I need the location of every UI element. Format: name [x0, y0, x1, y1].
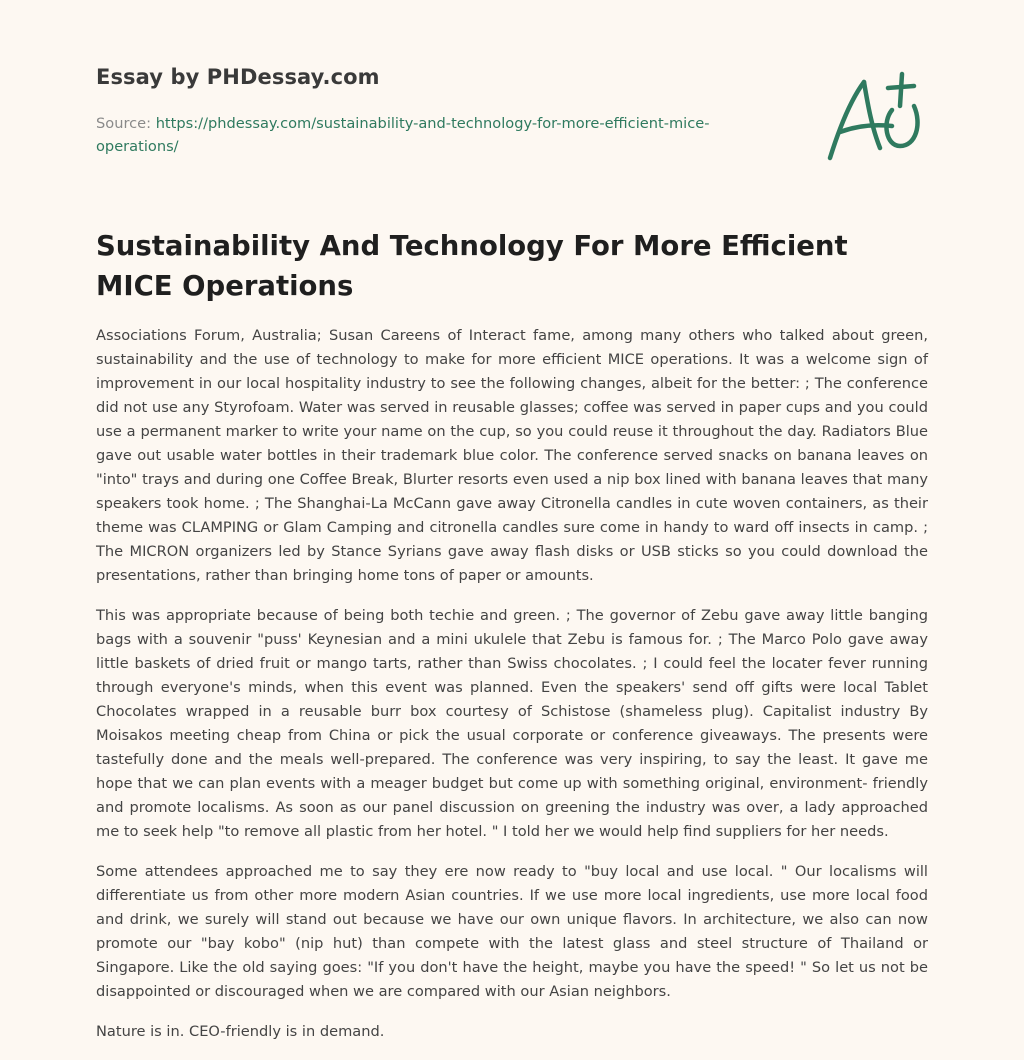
essay-body: [96, 324, 928, 1060]
source-label: Source:: [96, 115, 156, 132]
essay-title: Sustainability And Technology For More Efficient MICE Operations: [96, 230, 848, 302]
source-line: [96, 112, 736, 158]
source-link[interactable]: https://phdessay.com/sustainability-and-technology-for-more-efficient-mice-operations/: [96, 115, 710, 155]
essay-paragraph: Nature is in. CEO-friendly is in demand.: [96, 1023, 385, 1040]
essay-paragraph: This was appropriate because of being both techie and green. ; The governor of Zebu gave away little banging bags with a souvenir "puss' Keynesian and a mini ukulele that Zebu is famous for. ; The Marco Polo gave away little baskets of dried fruit or mango tarts, rather than Swiss chocolates. ; I could feel the locater fever running through everyone's minds, when this event was planned. Even the speakers' send off gifts were local Tablet Chocolates wrapped in a reusable burr box courtesy of Schistose (shameless plug). Capitalist industry By Moisakos meeting cheap from China or pick the usual corporate or conference giveaways. The presents were tastefully done and the meals well-prepared. The conference was very inspiring, to say the least. It gave me hope that we can plan events with a meager budget but come up with something original, environment- friendly and promote localisms. As soon as our panel discussion on greening the industry was over, a lady approached me to seek help "to remove all plastic from her hotel. " I told her we would help find suppliers for her needs.: [96, 607, 928, 840]
site-title: Essay by PHDessay.com: [96, 65, 380, 89]
essay-paragraph: Some attendees approached me to say they ere now ready to "buy local and use local. " Our localisms will differentiate us from other more modern Asian countries. If we use more local ingredients, use more local food and drink, we surely will stand out because we have our own unique flavors. In architecture, we also can now promote our "bay kobo" (nip hut) than compete with the latest glass and steel structure of Thailand or Singapore. Like the old saying goes: "If you don't have the height, maybe you have the speed! " So let us not be disappointed or discouraged when we are compared with our Asian neighbors.: [96, 863, 928, 1000]
a-plus-grade-icon: [826, 66, 926, 166]
essay-paragraph: Associations Forum, Australia; Susan Careens of Interact fame, among many others who talked about green, sustainability and the use of technology to make for more efficient MICE operations. It was a welcome sign of improvement in our local hospitality industry to see the following changes, albeit for the better: ; The conference did not use any Styrofoam. Water was served in reusable glasses; coffee was served in paper cups and you could use a permanent marker to write your name on the cup, so you could reuse it throughout the day. Radiators Blue gave out usable water bottles in their trademark blue color. The conference served snacks on banana leaves on "into" trays and during one Coffee Break, Blurter resorts even used a nip box lined with banana leaves that many speakers took home. ; The Shanghai-La McCann gave away Citronella candles in cute woven containers, as their theme was CLAMPING or Glam Camping and citronella candles sure come in handy to ward off insects in camp. ; The MICRON organizers led by Stance Syrians gave away flash disks or USB sticks so you could download the presentations, rather than bringing home tons of paper or amounts.: [96, 327, 928, 584]
